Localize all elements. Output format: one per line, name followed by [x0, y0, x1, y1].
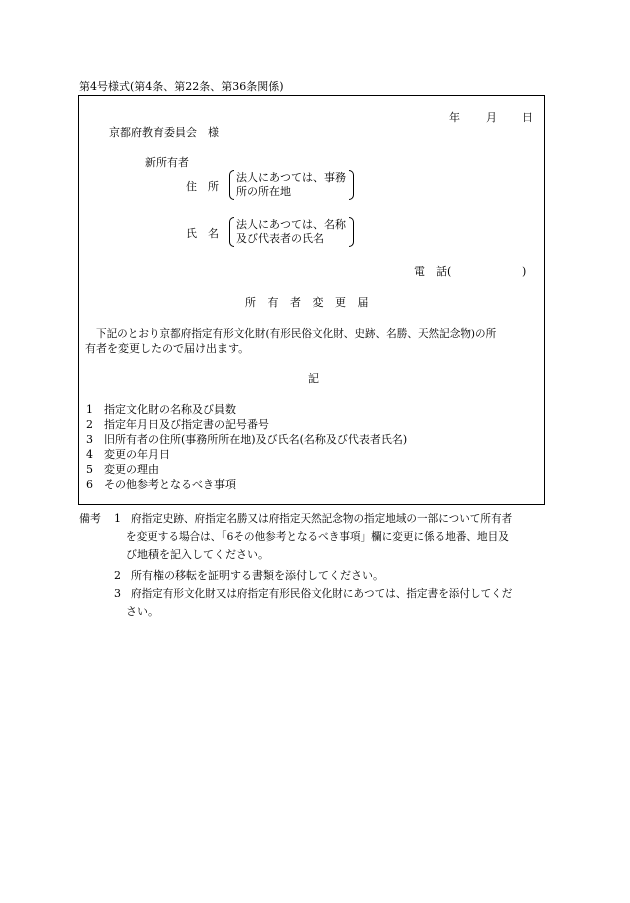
bracket-right: [349, 217, 354, 247]
note-num: 2: [114, 569, 121, 582]
name-note: [229, 217, 354, 247]
item-text: 指定文化財の名称及び員数: [104, 403, 236, 416]
note-num: 1: [114, 512, 121, 525]
bracket-left: [229, 170, 234, 200]
phone-label: 電 話(: [414, 265, 452, 278]
note-text: 所有権の移転を証明する書類を添付してください。: [131, 569, 384, 582]
address-note-text: [236, 171, 346, 199]
new-owner-heading: 新所有者: [145, 156, 189, 169]
addressee: 京都府教育委員会 様: [109, 126, 219, 139]
name-note-line1: 法人にあつては、名称: [236, 218, 346, 231]
item-num: 2: [86, 418, 93, 431]
item-num: 3: [86, 433, 93, 446]
bracket-right: [349, 170, 354, 200]
item-num: 5: [86, 463, 93, 476]
name-note-line2: 及び代表者の氏名: [236, 232, 324, 245]
body-line1: 下記のとおり京都府指定有形文化財(有形民俗文化財、史跡、名勝、天然記念物)の所: [96, 328, 497, 340]
address-label: 住 所: [186, 180, 219, 193]
ki-mark: 記: [308, 372, 319, 385]
note-text: さい。: [126, 605, 159, 618]
date-month: 月: [486, 111, 497, 124]
notes-label: 備考: [79, 512, 101, 525]
form-label: 第4号様式(第4条、第22条、第36条関係): [79, 80, 284, 93]
note-text: び地積を記入してください。: [126, 548, 269, 561]
form-title: 所 有 者 変 更 届: [245, 296, 373, 309]
item-num: 6: [86, 478, 93, 491]
item-num: 4: [86, 448, 93, 461]
note-text: 府指定史跡、府指定名勝又は府指定天然記念物の指定地域の一部について所有者: [131, 513, 513, 525]
body-line2: 有者を変更したので届け出ます。: [85, 342, 250, 355]
name-label: 氏 名: [186, 227, 219, 240]
note-text: を変更する場合は、「6その他参考となるべき事項」欄に変更に係る地番、地目及: [126, 531, 509, 543]
address-note-line1: 法人にあつては、事務: [236, 171, 346, 184]
item-text: 変更の理由: [104, 463, 159, 476]
item-text: 変更の年月日: [104, 448, 170, 461]
item-text: 指定年月日及び指定書の記号番号: [104, 418, 269, 431]
date-day: 日: [522, 111, 533, 124]
bracket-left: [229, 217, 234, 247]
name-note-text: [236, 218, 346, 246]
item-text: その他参考となるべき事項: [104, 478, 236, 491]
item-num: 1: [86, 403, 93, 416]
date-year: 年: [449, 111, 460, 124]
note-num: 3: [114, 587, 121, 600]
phone-close: ): [522, 265, 527, 278]
item-text: 旧所有者の住所(事務所所在地)及び氏名(名称及び代表者氏名): [104, 433, 408, 446]
address-note: [229, 170, 354, 200]
address-note-line2: 所の所在地: [236, 185, 291, 198]
note-text: 府指定有形文化財又は府指定有形民俗文化財にあつては、指定書を添付してくだ: [131, 588, 513, 600]
